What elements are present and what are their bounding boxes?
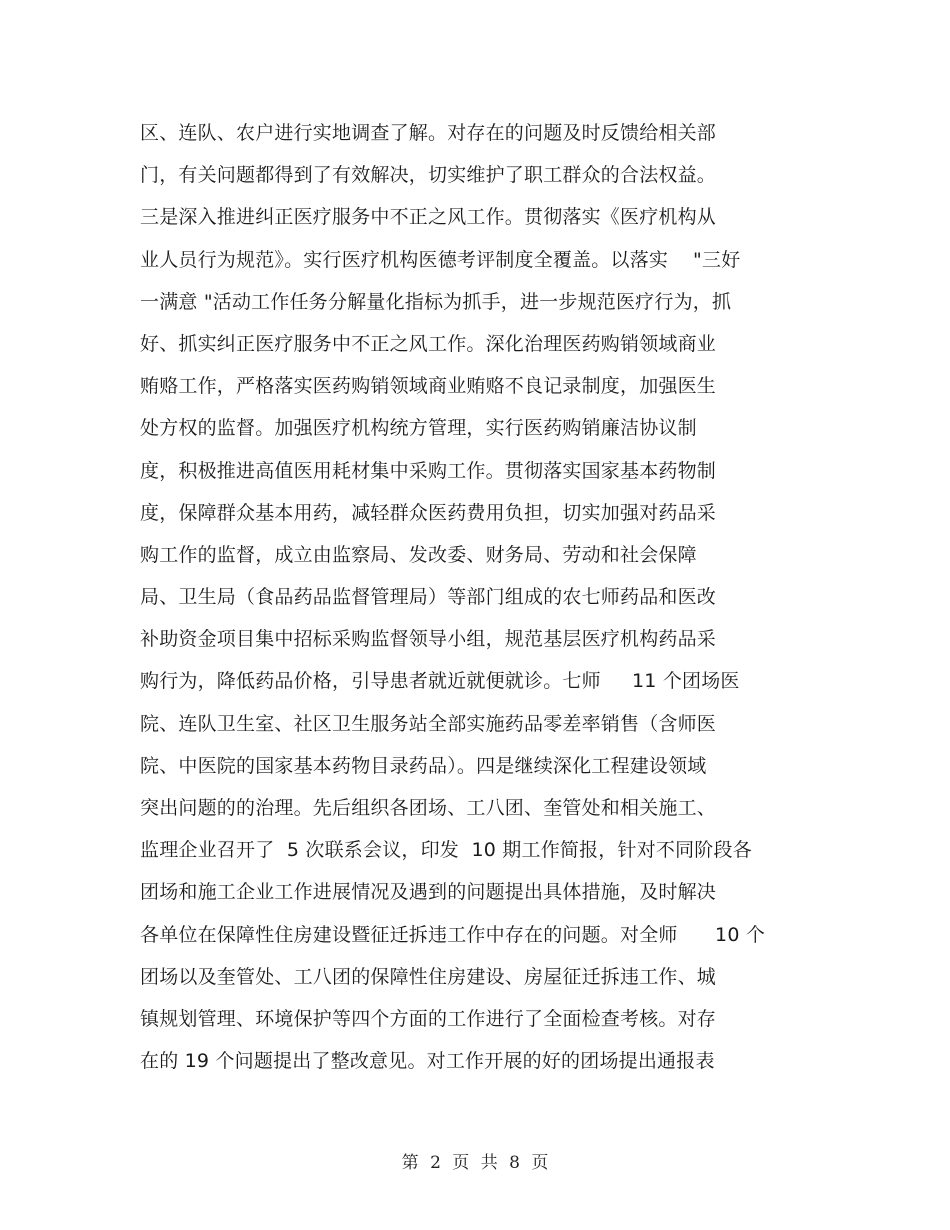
text-line: 镇规划管理、环境保护等四个方面的工作进行了全面检查考核。对存 bbox=[140, 1007, 717, 1030]
text-line: 度，保障群众基本用药，减轻群众医药费用负担，切实加强对药品采 bbox=[140, 501, 717, 524]
text-line: 一满意 "活动工作任务分解量化指标为抓手，进一步规范医疗行为，抓 bbox=[140, 290, 732, 313]
text-line: 业人员行为规范》。实行医疗机构医德考评制度全覆盖。以落实 "三好 bbox=[140, 248, 741, 271]
text-line: 院、中医院的国家基本药物目录药品）。四是继续深化工程建设领域 bbox=[140, 754, 707, 777]
text-line: 在的 19 个问题提出了整改意见。对工作开展的好的团场提出通报表 bbox=[140, 1050, 715, 1073]
text-line: 三是深入推进纠正医疗服务中不正之风工作。贯彻落实《医疗机构从 bbox=[140, 206, 717, 229]
text-line: 突出问题的的治理。先后组织各团场、工八团、奎管处和相关施工、 bbox=[140, 797, 717, 819]
text-line: 监理企业召开了 5 次联系会议，印发 10 期工作简报，针对不同阶段各 bbox=[140, 839, 752, 862]
text-line: 门，有关问题都得到了有效解决，切实维护了职工群众的合法权益。 bbox=[140, 164, 717, 187]
text-line: 购工作的监督，成立由监察局、发改委、财务局、劳动和社会保障 bbox=[140, 543, 697, 566]
text-line: 局、卫生局（食品药品监督管理局）等部门组成的农七师药品和医改 bbox=[140, 586, 717, 609]
page-number-footer: 第 2 页 共 8 页 bbox=[401, 1153, 549, 1173]
text-line: 团场以及奎管处、工八团的保障性住房建设、房屋征迁拆违工作、城 bbox=[140, 965, 717, 988]
text-line: 购行为，降低药品价格，引导患者就近就便就诊。七师 11 个团场医 bbox=[140, 670, 740, 693]
text-line: 贿赂工作，严格落实医药购销领域商业贿赂不良记录制度，加强医生 bbox=[140, 375, 717, 398]
body-text bbox=[140, 112, 820, 1082]
text-line: 团场和施工企业工作进展情况及遇到的问题提出具体措施，及时解决 bbox=[140, 881, 717, 904]
text-line: 区、连队、农户进行实地调查了解。对存在的问题及时反馈给相关部 bbox=[140, 122, 717, 144]
text-line: 处方权的监督。加强医疗机构统方管理，实行医药购销廉洁协议制 bbox=[140, 417, 697, 440]
text-line: 院、连队卫生室、社区卫生服务站全部实施药品零差率销售（含师医 bbox=[140, 712, 717, 735]
text-line: 度，积极推进高值医用耗材集中采购工作。贯彻落实国家基本药物制 bbox=[140, 459, 717, 482]
text-line: 补助资金项目集中招标采购监督领导小组，规范基层医疗机构药品采 bbox=[140, 628, 717, 651]
text-line: 好、抓实纠正医疗服务中不正之风工作。深化治理医药购销领域商业 bbox=[140, 332, 717, 355]
text-line: 各单位在保障性住房建设暨征迁拆违工作中存在的问题。对全师 10 个 bbox=[140, 923, 766, 946]
